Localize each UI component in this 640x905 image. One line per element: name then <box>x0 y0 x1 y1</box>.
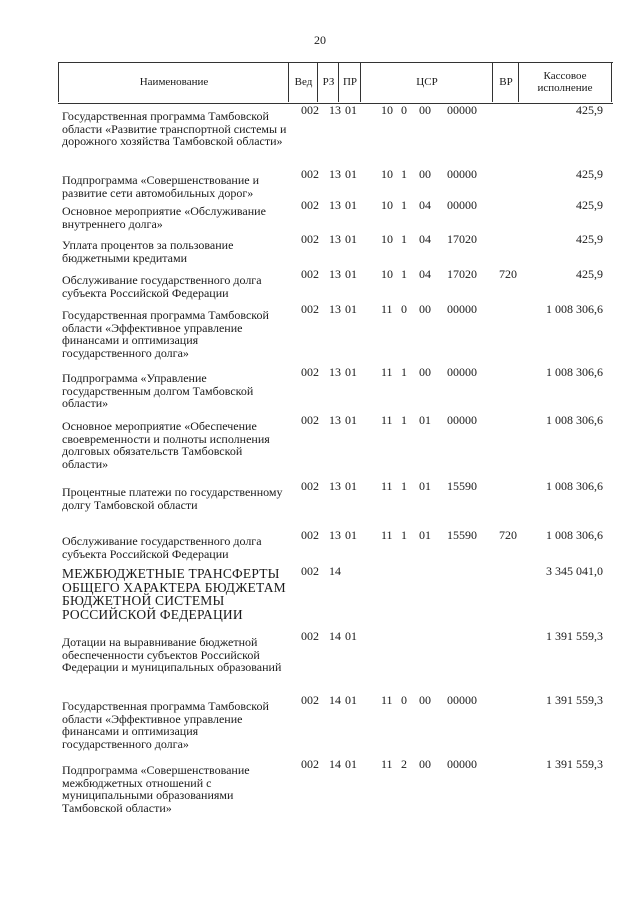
row-rz: 13 <box>329 103 341 117</box>
row-rz: 13 <box>329 413 341 427</box>
row-amount: 1 391 559,3 <box>546 693 603 707</box>
row-amount: 425,9 <box>576 267 603 281</box>
row-c3: 04 <box>419 267 431 281</box>
row-ved: 002 <box>301 528 319 542</box>
row-amount: 1 008 306,6 <box>546 479 603 493</box>
row-c4: 00000 <box>447 413 477 427</box>
row-amount: 1 008 306,6 <box>546 413 603 427</box>
row-ved: 002 <box>301 302 319 316</box>
row-name: Обслуживание государственного долга субъекта Российской Федерации <box>62 534 262 561</box>
row-ved: 002 <box>301 629 319 643</box>
row-c2: 1 <box>401 365 407 379</box>
row-c2: 0 <box>401 693 407 707</box>
row-ved: 002 <box>301 167 319 181</box>
row-rz: 14 <box>329 757 341 771</box>
row-rz: 13 <box>329 365 341 379</box>
row-rz: 14 <box>329 629 341 643</box>
row-c4: 00000 <box>447 757 477 771</box>
row-amount: 3 345 041,0 <box>546 564 603 578</box>
row-c1: 10 <box>381 267 393 281</box>
row-pr: 01 <box>345 232 357 246</box>
row-name: Основное мероприятие «Обеспечение своевременности и полноты исполнения долговых обязательств Тамбовской области» <box>62 419 270 471</box>
row-c3: 01 <box>419 479 431 493</box>
page-number: 20 <box>314 33 326 47</box>
row-name: Государственная программа Тамбовской области «Эффективное управление финансами и оптимизация государственного долга» <box>62 699 269 751</box>
row-ved: 002 <box>301 413 319 427</box>
row-name: Процентные платежи по государственному долгу Тамбовской области <box>62 485 283 512</box>
row-name: Уплата процентов за пользование бюджетными кредитами <box>62 238 234 265</box>
row-ved: 002 <box>301 757 319 771</box>
row-c2: 1 <box>401 167 407 181</box>
row-c2: 1 <box>401 232 407 246</box>
row-ved: 002 <box>301 103 319 117</box>
row-name: Государственная программа Тамбовской области «Эффективное управление финансами и оптимизация государственного долга» <box>62 308 269 360</box>
row-c4: 00000 <box>447 103 477 117</box>
row-amount: 425,9 <box>576 103 603 117</box>
row-c3: 00 <box>419 167 431 181</box>
row-c3: 00 <box>419 365 431 379</box>
row-c3: 01 <box>419 413 431 427</box>
row-pr: 01 <box>345 479 357 493</box>
row-c4: 00000 <box>447 302 477 316</box>
row-c2: 1 <box>401 413 407 427</box>
row-c3: 01 <box>419 528 431 542</box>
row-rz: 13 <box>329 528 341 542</box>
row-pr: 01 <box>345 302 357 316</box>
row-amount: 1 391 559,3 <box>546 629 603 643</box>
row-amount: 425,9 <box>576 167 603 181</box>
header-csr: ЦСР <box>360 62 493 102</box>
row-name: Подпрограмма «Совершенствование и развитие сети автомобильных дорог» <box>62 173 260 200</box>
row-rz: 13 <box>329 302 341 316</box>
row-pr: 01 <box>345 528 357 542</box>
row-c3: 00 <box>419 103 431 117</box>
row-pr: 01 <box>345 267 357 281</box>
header-name: Наименование <box>58 62 289 102</box>
row-c3: 00 <box>419 693 431 707</box>
row-c1: 11 <box>381 693 393 707</box>
row-c3: 00 <box>419 302 431 316</box>
row-ved: 002 <box>301 693 319 707</box>
row-c1: 11 <box>381 413 393 427</box>
row-pr: 01 <box>345 198 357 212</box>
row-pr: 01 <box>345 365 357 379</box>
row-c4: 17020 <box>447 267 477 281</box>
row-c4: 15590 <box>447 528 477 542</box>
row-c4: 00000 <box>447 198 477 212</box>
row-c4: 00000 <box>447 693 477 707</box>
row-ved: 002 <box>301 564 319 578</box>
row-vr: 720 <box>499 267 517 281</box>
row-pr: 01 <box>345 103 357 117</box>
row-name: Подпрограмма «Совершенствование межбюджетных отношений с муниципальными образованиями Тамбовской области» <box>62 763 250 815</box>
row-c1: 10 <box>381 232 393 246</box>
row-amount: 1 008 306,6 <box>546 528 603 542</box>
row-c1: 10 <box>381 198 393 212</box>
row-rz: 13 <box>329 479 341 493</box>
row-pr: 01 <box>345 629 357 643</box>
row-amount: 425,9 <box>576 198 603 212</box>
row-amount: 425,9 <box>576 232 603 246</box>
row-rz: 13 <box>329 167 341 181</box>
row-c2: 2 <box>401 757 407 771</box>
row-rz: 14 <box>329 564 341 578</box>
row-c3: 04 <box>419 198 431 212</box>
row-amount: 1 008 306,6 <box>546 302 603 316</box>
row-ved: 002 <box>301 267 319 281</box>
row-ved: 002 <box>301 232 319 246</box>
row-c1: 11 <box>381 757 393 771</box>
row-c2: 0 <box>401 302 407 316</box>
row-pr: 01 <box>345 757 357 771</box>
row-c1: 11 <box>381 302 393 316</box>
row-rz: 13 <box>329 267 341 281</box>
header-amount: Кассовое исполнение <box>518 62 612 102</box>
row-ved: 002 <box>301 479 319 493</box>
row-c4: 15590 <box>447 479 477 493</box>
row-name: Основное мероприятие «Обслуживание внутреннего долга» <box>62 204 266 231</box>
row-amount: 1 008 306,6 <box>546 365 603 379</box>
row-pr: 01 <box>345 413 357 427</box>
row-name: МЕЖБЮДЖЕТНЫЕ ТРАНСФЕРТЫ ОБЩЕГО ХАРАКТЕРА БЮДЖЕТАМ БЮДЖЕТНОЙ СИСТЕМЫ РОССИЙСКОЙ ФЕДЕРАЦИИ <box>62 566 286 622</box>
row-rz: 14 <box>329 693 341 707</box>
row-rz: 13 <box>329 198 341 212</box>
row-name: Дотации на выравнивание бюджетной обеспеченности субъектов Российской Федерации и муниципальных образований <box>62 635 282 674</box>
row-name: Подпрограмма «Управление государственным долгом Тамбовской области» <box>62 371 254 410</box>
row-c4: 00000 <box>447 365 477 379</box>
header-pr: ПР <box>338 62 361 102</box>
header-rz: РЗ <box>317 62 339 102</box>
row-c1: 11 <box>381 365 393 379</box>
row-c1: 10 <box>381 103 393 117</box>
row-name: Обслуживание государственного долга субъекта Российской Федерации <box>62 273 262 300</box>
row-c2: 0 <box>401 103 407 117</box>
row-c1: 11 <box>381 528 393 542</box>
row-amount: 1 391 559,3 <box>546 757 603 771</box>
row-c3: 04 <box>419 232 431 246</box>
row-ved: 002 <box>301 198 319 212</box>
row-c2: 1 <box>401 479 407 493</box>
row-c2: 1 <box>401 528 407 542</box>
row-c4: 00000 <box>447 167 477 181</box>
row-name: Государственная программа Тамбовской области «Развитие транспортной системы и дорожного хозяйства Тамбовской области» <box>62 109 287 148</box>
row-c1: 11 <box>381 479 393 493</box>
row-pr: 01 <box>345 167 357 181</box>
row-pr: 01 <box>345 693 357 707</box>
row-c4: 17020 <box>447 232 477 246</box>
header-vr: ВР <box>492 62 519 102</box>
row-c2: 1 <box>401 198 407 212</box>
row-c2: 1 <box>401 267 407 281</box>
row-c1: 10 <box>381 167 393 181</box>
row-rz: 13 <box>329 232 341 246</box>
row-c3: 00 <box>419 757 431 771</box>
header-ved: Вед <box>288 62 318 102</box>
row-vr: 720 <box>499 528 517 542</box>
row-ved: 002 <box>301 365 319 379</box>
